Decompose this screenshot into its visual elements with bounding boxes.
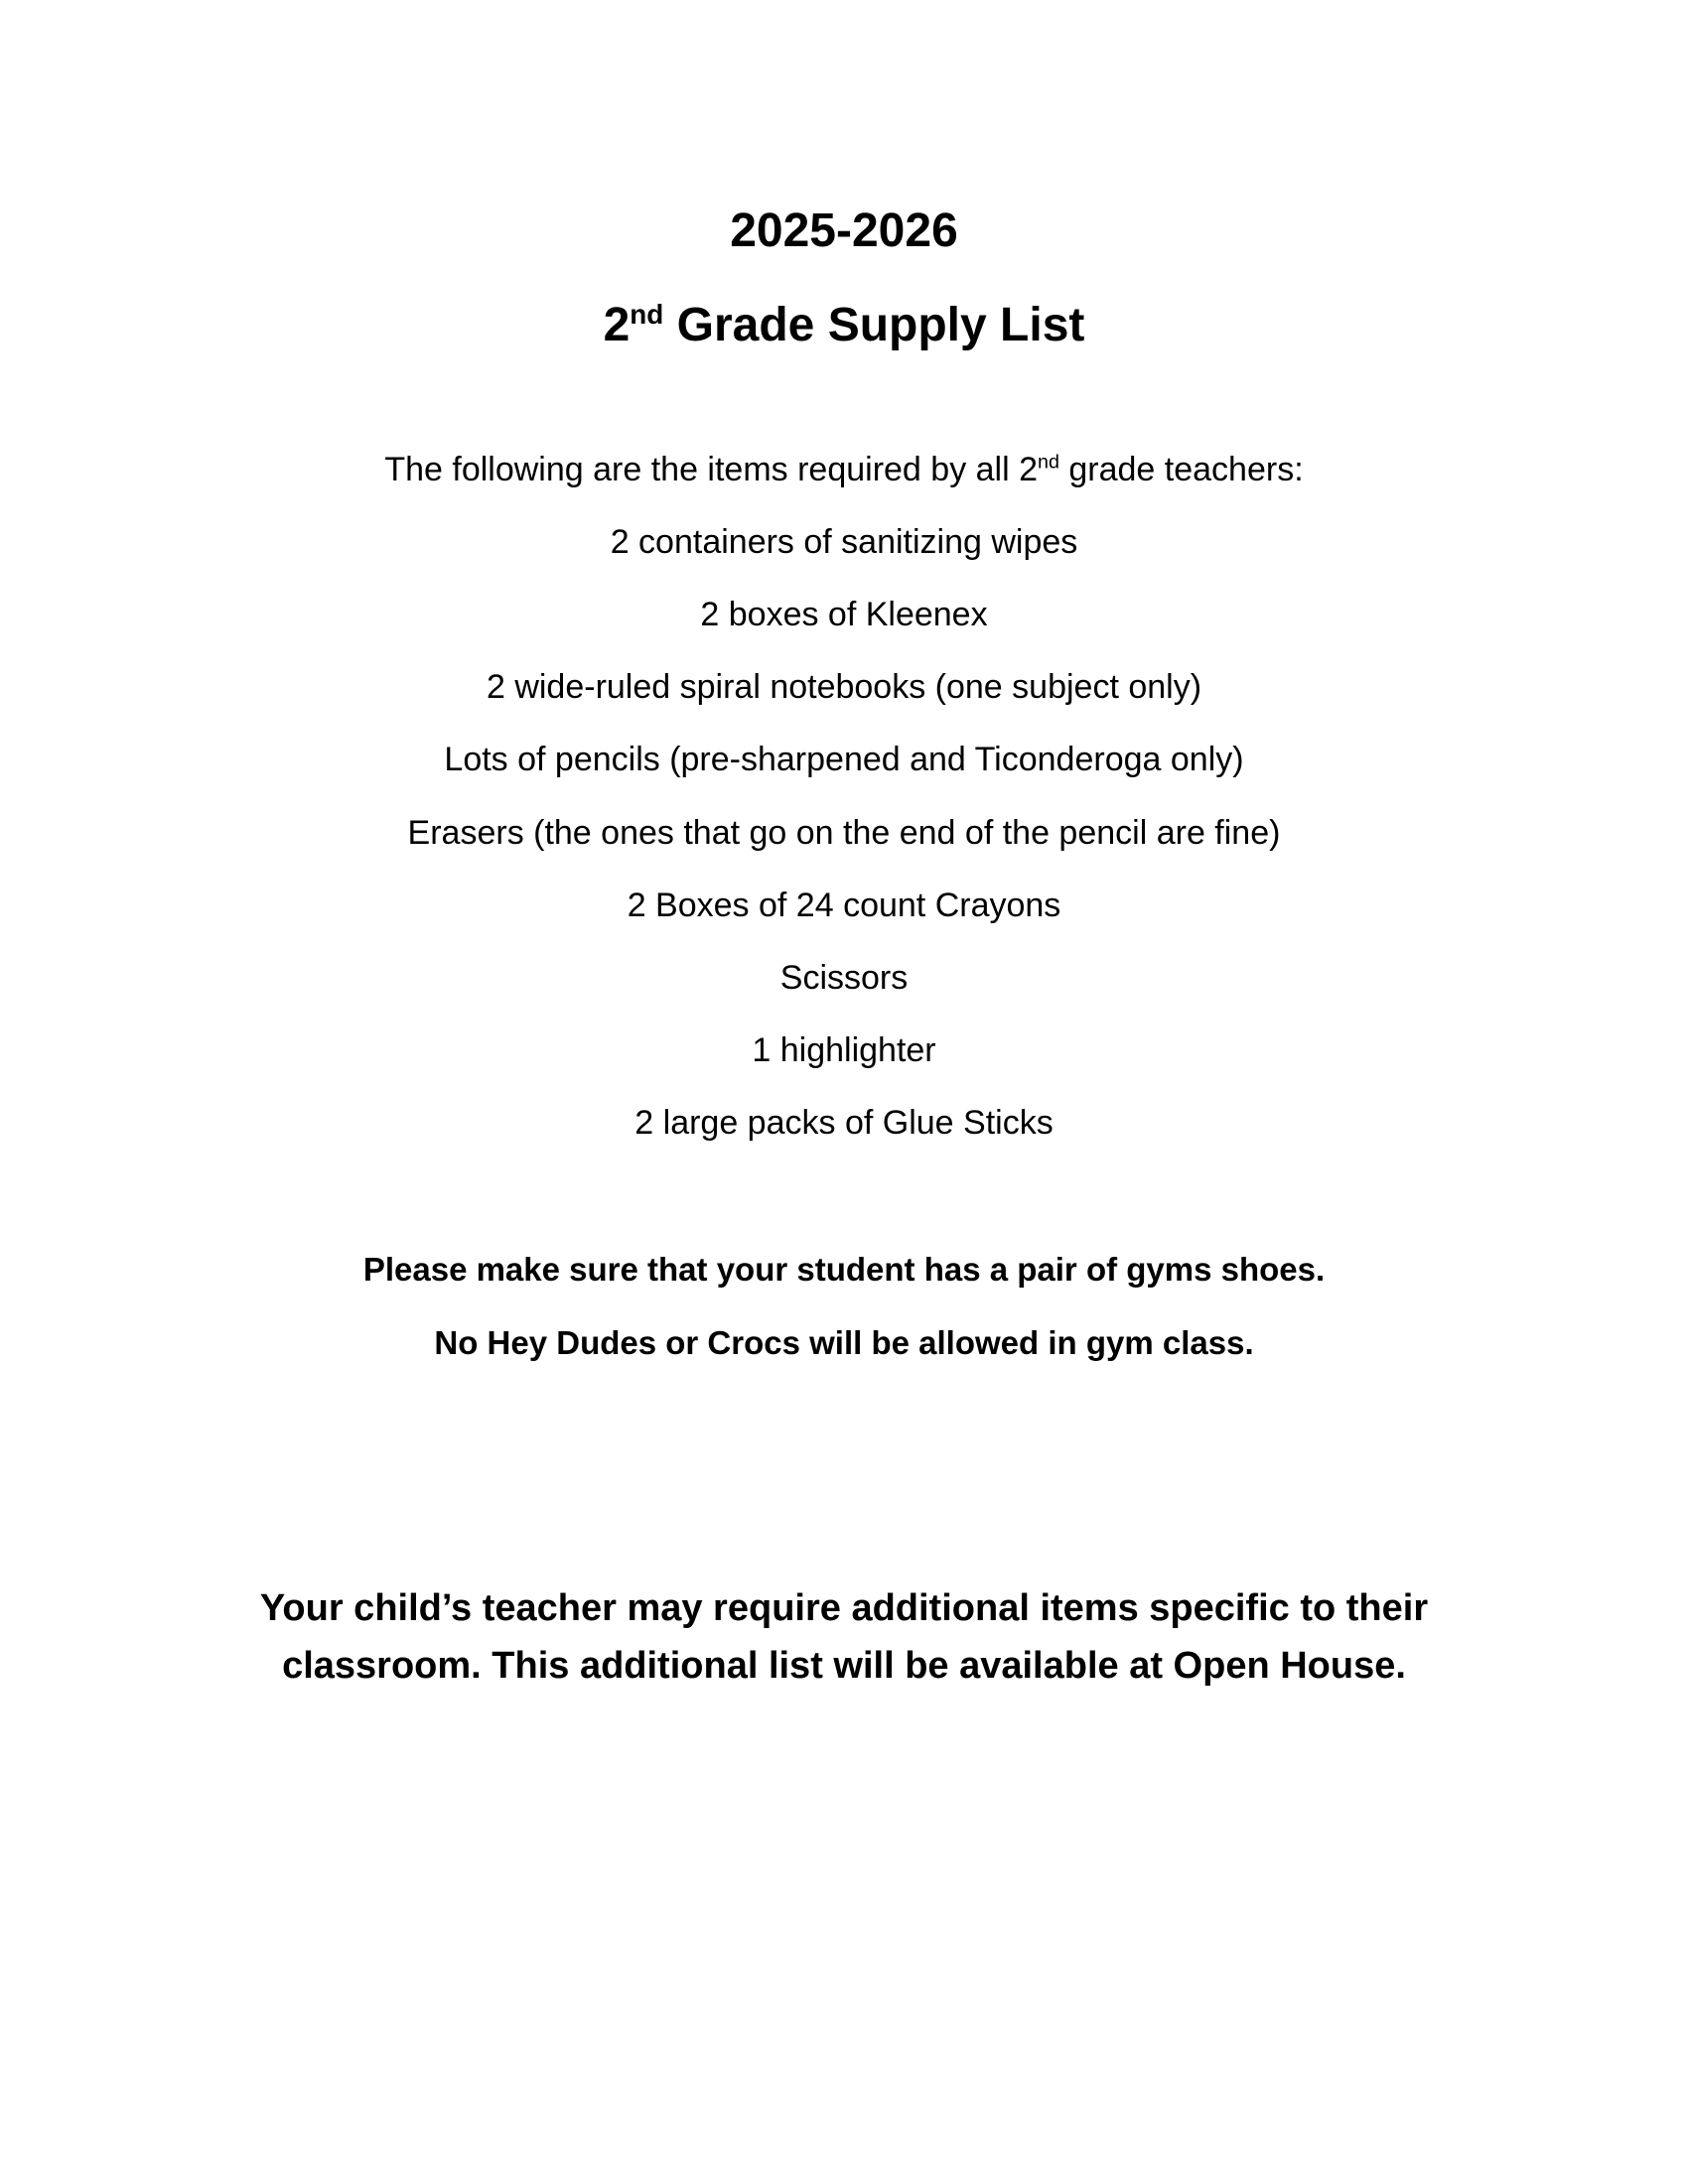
- additional-items-note-line-1: Your child’s teacher may require additional items specific to their: [259, 1587, 1429, 1629]
- supply-item: Erasers (the ones that go on the end of the pencil are fine): [407, 814, 1281, 852]
- footwear-restriction-notice: No Hey Dudes or Crocs will be allowed in gym class.: [434, 1324, 1254, 1361]
- supply-item: 2 large packs of Glue Sticks: [634, 1104, 1054, 1142]
- additional-items-note-line-2: classroom. This additional list will be available at Open House.: [282, 1645, 1406, 1687]
- supply-item: 2 containers of sanitizing wipes: [610, 523, 1078, 561]
- title-grade-suffix: nd: [630, 299, 664, 330]
- intro-text-start: The following are the items required by all 2: [384, 451, 1039, 488]
- supply-item: 1 highlighter: [752, 1031, 936, 1069]
- supply-item: Scissors: [779, 959, 909, 997]
- page-year-heading: 2025-2026: [730, 205, 958, 257]
- title-text: Grade Supply List: [676, 299, 1085, 351]
- supply-item: Lots of pencils (pre-sharpened and Ticonderoga only): [444, 741, 1244, 778]
- supply-item: 2 Boxes of 24 count Crayons: [627, 887, 1061, 924]
- intro-text-end: grade teachers:: [1058, 451, 1304, 488]
- supply-item: 2 boxes of Kleenex: [700, 596, 988, 633]
- title-grade-number: 2: [603, 299, 631, 351]
- supply-item: 2 wide-ruled spiral notebooks (one subject only): [486, 668, 1202, 706]
- gym-shoes-notice: Please make sure that your student has a pair of gyms shoes.: [362, 1251, 1326, 1288]
- intro-superscript: nd: [1038, 451, 1059, 474]
- intro-line: [0, 448, 1688, 491]
- page-title: [0, 296, 1688, 355]
